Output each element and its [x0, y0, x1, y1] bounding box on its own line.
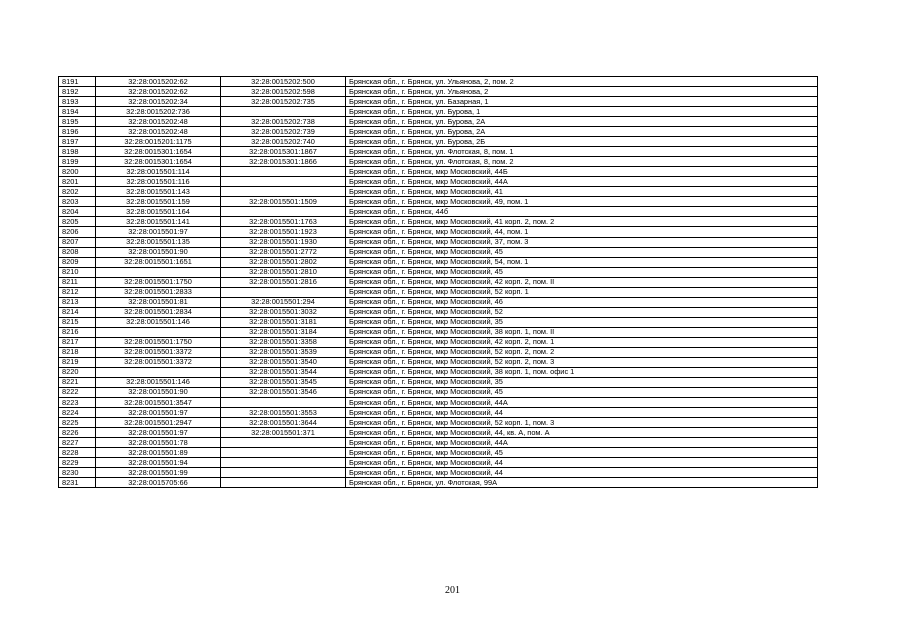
- land-cadastral-number-cell: 32:28:0015501:99: [96, 468, 221, 478]
- address-cell: Брянская обл., г. Брянск, ул. Ульянова, 2: [346, 87, 818, 97]
- record-number-cell: 8199: [59, 157, 96, 167]
- building-cadastral-number-cell: 32:28:0015501:1763: [221, 217, 346, 227]
- building-cadastral-number-cell: 32:28:0015501:3539: [221, 347, 346, 357]
- building-cadastral-number-cell: 32:28:0015501:1509: [221, 197, 346, 207]
- building-cadastral-number-cell: 32:28:0015202:735: [221, 97, 346, 107]
- record-number-cell: 8204: [59, 207, 96, 217]
- building-cadastral-number-cell: 32:28:0015501:3181: [221, 317, 346, 327]
- property-register-table: [58, 76, 818, 488]
- land-cadastral-number-cell: 32:28:0015501:90: [96, 387, 221, 397]
- land-cadastral-number-cell: 32:28:0015501:135: [96, 237, 221, 247]
- land-cadastral-number-cell: 32:28:0015501:146: [96, 317, 221, 327]
- record-number-cell: 8218: [59, 347, 96, 357]
- building-cadastral-number-cell: [221, 478, 346, 488]
- record-number-cell: 8208: [59, 247, 96, 257]
- record-number-cell: 8202: [59, 187, 96, 197]
- record-number-cell: 8205: [59, 217, 96, 227]
- table-row: [59, 337, 818, 347]
- building-cadastral-number-cell: 32:28:0015501:3544: [221, 367, 346, 377]
- address-cell: Брянская обл., г. Брянск, ул. Бурова, 2А: [346, 127, 818, 137]
- table-row: [59, 448, 818, 458]
- table-row: [59, 117, 818, 127]
- table-row: [59, 217, 818, 227]
- table-row: [59, 287, 818, 297]
- building-cadastral-number-cell: [221, 448, 346, 458]
- address-cell: Брянская обл., г. Брянск, мкр Московский, 44А: [346, 398, 818, 408]
- record-number-cell: 8228: [59, 448, 96, 458]
- table-row: [59, 367, 818, 377]
- land-cadastral-number-cell: 32:28:0015202:62: [96, 87, 221, 97]
- record-number-cell: 8221: [59, 377, 96, 387]
- address-cell: Брянская обл., г. Брянск, мкр Московский, 35: [346, 317, 818, 327]
- land-cadastral-number-cell: 32:28:0015501:3372: [96, 357, 221, 367]
- address-cell: Брянская обл., г. Брянск, ул. Флотская, 99А: [346, 478, 818, 488]
- address-cell: Брянская обл., г. Брянск, мкр Московский, 45: [346, 448, 818, 458]
- table-row: [59, 408, 818, 418]
- building-cadastral-number-cell: 32:28:0015501:3553: [221, 408, 346, 418]
- table-row: [59, 317, 818, 327]
- table-row: [59, 277, 818, 287]
- building-cadastral-number-cell: [221, 398, 346, 408]
- land-cadastral-number-cell: 32:28:0015501:2834: [96, 307, 221, 317]
- address-cell: Брянская обл., г. Брянск, мкр Московский, 52: [346, 307, 818, 317]
- building-cadastral-number-cell: 32:28:0015501:3644: [221, 418, 346, 428]
- record-number-cell: 8209: [59, 257, 96, 267]
- address-cell: Брянская обл., г. Брянск, мкр Московский, 44А: [346, 177, 818, 187]
- building-cadastral-number-cell: 32:28:0015501:3358: [221, 337, 346, 347]
- land-cadastral-number-cell: 32:28:0015301:1654: [96, 147, 221, 157]
- building-cadastral-number-cell: 32:28:0015202:500: [221, 77, 346, 87]
- building-cadastral-number-cell: 32:28:0015501:3032: [221, 307, 346, 317]
- address-cell: Брянская обл., г. Брянск, мкр Московский, 44, кв. А, пом. А: [346, 428, 818, 438]
- address-cell: Брянская обл., г. Брянск, мкр Московский, 44: [346, 458, 818, 468]
- address-cell: Брянская обл., г. Брянск, ул. Флотская, 8, пом. 1: [346, 147, 818, 157]
- address-cell: Брянская обл., г. Брянск, мкр Московский, 44, пом. 1: [346, 227, 818, 237]
- building-cadastral-number-cell: 32:28:0015501:2816: [221, 277, 346, 287]
- land-cadastral-number-cell: 32:28:0015501:1750: [96, 277, 221, 287]
- address-cell: Брянская обл., г. Брянск, мкр Московский, 41: [346, 187, 818, 197]
- address-cell: Брянская обл., г. Брянск, мкр Московский, 45: [346, 267, 818, 277]
- land-cadastral-number-cell: 32:28:0015501:2833: [96, 287, 221, 297]
- address-cell: Брянская обл., г. Брянск, мкр Московский, 44Б: [346, 167, 818, 177]
- table-row: [59, 187, 818, 197]
- table-row: [59, 107, 818, 117]
- table-row: [59, 438, 818, 448]
- address-cell: Брянская обл., г. Брянск, мкр Московский, 35: [346, 377, 818, 387]
- land-cadastral-number-cell: 32:28:0015501:3547: [96, 398, 221, 408]
- building-cadastral-number-cell: [221, 187, 346, 197]
- address-cell: Брянская обл., г. Брянск, мкр Московский, 52 корп. 2, пом. 3: [346, 357, 818, 367]
- land-cadastral-number-cell: 32:28:0015501:78: [96, 438, 221, 448]
- table-row: [59, 478, 818, 488]
- building-cadastral-number-cell: 32:28:0015202:738: [221, 117, 346, 127]
- address-cell: Брянская обл., г. Брянск, мкр Московский, 45: [346, 247, 818, 257]
- land-cadastral-number-cell: 32:28:0015202:34: [96, 97, 221, 107]
- address-cell: Брянская обл., г. Брянск, ул. Флотская, 8, пом. 2: [346, 157, 818, 167]
- building-cadastral-number-cell: 32:28:0015501:3184: [221, 327, 346, 337]
- table-row: [59, 147, 818, 157]
- land-cadastral-number-cell: 32:28:0015501:159: [96, 197, 221, 207]
- record-number-cell: 8198: [59, 147, 96, 157]
- address-cell: Брянская обл., г. Брянск, мкр Московский, 46: [346, 297, 818, 307]
- record-number-cell: 8207: [59, 237, 96, 247]
- table-row: [59, 237, 818, 247]
- record-number-cell: 8219: [59, 357, 96, 367]
- building-cadastral-number-cell: [221, 458, 346, 468]
- record-number-cell: 8230: [59, 468, 96, 478]
- building-cadastral-number-cell: [221, 107, 346, 117]
- land-cadastral-number-cell: 32:28:0015501:116: [96, 177, 221, 187]
- address-cell: Брянская обл., г. Брянск, мкр Московский, 54, пом. 1: [346, 257, 818, 267]
- address-cell: Брянская обл., г. Брянск, мкр Московский, 52 корп. 1, пом. 3: [346, 418, 818, 428]
- record-number-cell: 8211: [59, 277, 96, 287]
- record-number-cell: 8222: [59, 387, 96, 397]
- record-number-cell: 8216: [59, 327, 96, 337]
- record-number-cell: 8210: [59, 267, 96, 277]
- record-number-cell: 8203: [59, 197, 96, 207]
- land-cadastral-number-cell: 32:28:0015501:1651: [96, 257, 221, 267]
- address-cell: Брянская обл., г. Брянск, ул. Базарная, 1: [346, 97, 818, 107]
- land-cadastral-number-cell: 32:28:0015501:3372: [96, 347, 221, 357]
- record-number-cell: 8223: [59, 398, 96, 408]
- building-cadastral-number-cell: [221, 167, 346, 177]
- building-cadastral-number-cell: 32:28:0015202:598: [221, 87, 346, 97]
- table-row: [59, 227, 818, 237]
- land-cadastral-number-cell: 32:28:0015501:94: [96, 458, 221, 468]
- building-cadastral-number-cell: 32:28:0015501:2772: [221, 247, 346, 257]
- building-cadastral-number-cell: 32:28:0015202:740: [221, 137, 346, 147]
- record-number-cell: 8197: [59, 137, 96, 147]
- record-number-cell: 8229: [59, 458, 96, 468]
- table-row: [59, 167, 818, 177]
- land-cadastral-number-cell: 32:28:0015501:2947: [96, 418, 221, 428]
- record-number-cell: 8196: [59, 127, 96, 137]
- building-cadastral-number-cell: [221, 177, 346, 187]
- record-number-cell: 8212: [59, 287, 96, 297]
- table-row: [59, 398, 818, 408]
- land-cadastral-number-cell: 32:28:0015501:81: [96, 297, 221, 307]
- table-row: [59, 157, 818, 167]
- record-number-cell: 8217: [59, 337, 96, 347]
- land-cadastral-number-cell: 32:28:0015501:1750: [96, 337, 221, 347]
- table-row: [59, 418, 818, 428]
- land-cadastral-number-cell: 32:28:0015501:97: [96, 227, 221, 237]
- record-number-cell: 8201: [59, 177, 96, 187]
- land-cadastral-number-cell: [96, 267, 221, 277]
- land-cadastral-number-cell: 32:28:0015202:62: [96, 77, 221, 87]
- building-cadastral-number-cell: 32:28:0015501:1930: [221, 237, 346, 247]
- page-number: 201: [445, 585, 460, 596]
- address-cell: Брянская обл., г. Брянск, мкр Московский, 52 корп. 2, пом. 2: [346, 347, 818, 357]
- land-cadastral-number-cell: 32:28:0015201:1175: [96, 137, 221, 147]
- land-cadastral-number-cell: 32:28:0015705:66: [96, 478, 221, 488]
- address-cell: Брянская обл., г. Брянск, мкр Московский, 42 корп. 2, пом. 1: [346, 337, 818, 347]
- record-number-cell: 8200: [59, 167, 96, 177]
- record-number-cell: 8226: [59, 428, 96, 438]
- address-cell: Брянская обл., г. Брянск, мкр Московский, 52 корп. 1: [346, 287, 818, 297]
- land-cadastral-number-cell: 32:28:0015501:97: [96, 408, 221, 418]
- table-row: [59, 177, 818, 187]
- table-row: [59, 197, 818, 207]
- record-number-cell: 8213: [59, 297, 96, 307]
- table-row: [59, 97, 818, 107]
- land-cadastral-number-cell: [96, 327, 221, 337]
- record-number-cell: 8195: [59, 117, 96, 127]
- table-row: [59, 428, 818, 438]
- table-row: [59, 387, 818, 397]
- record-number-cell: 8220: [59, 367, 96, 377]
- land-cadastral-number-cell: 32:28:0015501:114: [96, 167, 221, 177]
- record-number-cell: 8214: [59, 307, 96, 317]
- record-number-cell: 8193: [59, 97, 96, 107]
- land-cadastral-number-cell: 32:28:0015202:736: [96, 107, 221, 117]
- land-cadastral-number-cell: 32:28:0015501:146: [96, 377, 221, 387]
- building-cadastral-number-cell: 32:28:0015501:2810: [221, 267, 346, 277]
- land-cadastral-number-cell: 32:28:0015501:90: [96, 247, 221, 257]
- building-cadastral-number-cell: 32:28:0015501:3546: [221, 387, 346, 397]
- record-number-cell: 8227: [59, 438, 96, 448]
- table-row: [59, 377, 818, 387]
- register-table-body: [59, 77, 818, 488]
- table-row: [59, 357, 818, 367]
- building-cadastral-number-cell: 32:28:0015501:1923: [221, 227, 346, 237]
- building-cadastral-number-cell: 32:28:0015301:1867: [221, 147, 346, 157]
- record-number-cell: 8206: [59, 227, 96, 237]
- address-cell: Брянская обл., г. Брянск, ул. Бурова, 2А: [346, 117, 818, 127]
- table-row: [59, 267, 818, 277]
- land-cadastral-number-cell: 32:28:0015301:1654: [96, 157, 221, 167]
- table-row: [59, 127, 818, 137]
- table-row: [59, 307, 818, 317]
- record-number-cell: 8225: [59, 418, 96, 428]
- address-cell: Брянская обл., г. Брянск, ул. Ульянова, 2, пом. 2: [346, 77, 818, 87]
- address-cell: Брянская обл., г. Брянск, мкр Московский, 38 корп. 1, пом. II: [346, 327, 818, 337]
- building-cadastral-number-cell: 32:28:0015501:3540: [221, 357, 346, 367]
- table-row: [59, 137, 818, 147]
- address-cell: Брянская обл., г. Брянск, мкр Московский, 44: [346, 408, 818, 418]
- building-cadastral-number-cell: [221, 438, 346, 448]
- building-cadastral-number-cell: [221, 287, 346, 297]
- record-number-cell: 8215: [59, 317, 96, 327]
- address-cell: Брянская обл., г. Брянск, мкр Московский, 42 корп. 2, пом. II: [346, 277, 818, 287]
- address-cell: Брянская обл., г. Брянск, мкр Московский, 37, пом. 3: [346, 237, 818, 247]
- address-cell: Брянская обл., г. Брянск, 44б: [346, 207, 818, 217]
- building-cadastral-number-cell: 32:28:0015501:2802: [221, 257, 346, 267]
- land-cadastral-number-cell: 32:28:0015501:89: [96, 448, 221, 458]
- building-cadastral-number-cell: 32:28:0015202:739: [221, 127, 346, 137]
- address-cell: Брянская обл., г. Брянск, мкр Московский, 44: [346, 468, 818, 478]
- table-row: [59, 327, 818, 337]
- building-cadastral-number-cell: 32:28:0015501:371: [221, 428, 346, 438]
- land-cadastral-number-cell: 32:28:0015501:143: [96, 187, 221, 197]
- address-cell: Брянская обл., г. Брянск, мкр Московский, 38 корп. 1, пом. офис 1: [346, 367, 818, 377]
- table-row: [59, 87, 818, 97]
- address-cell: Брянская обл., г. Брянск, мкр Московский, 41 корп. 2, пом. 2: [346, 217, 818, 227]
- address-cell: Брянская обл., г. Брянск, мкр Московский, 45: [346, 387, 818, 397]
- address-cell: Брянская обл., г. Брянск, мкр Московский, 49, пом. 1: [346, 197, 818, 207]
- table-row: [59, 297, 818, 307]
- table-row: [59, 347, 818, 357]
- address-cell: Брянская обл., г. Брянск, мкр Московский, 44А: [346, 438, 818, 448]
- table-row: [59, 458, 818, 468]
- building-cadastral-number-cell: [221, 468, 346, 478]
- land-cadastral-number-cell: 32:28:0015202:48: [96, 127, 221, 137]
- building-cadastral-number-cell: 32:28:0015301:1866: [221, 157, 346, 167]
- land-cadastral-number-cell: 32:28:0015501:164: [96, 207, 221, 217]
- table-row: [59, 207, 818, 217]
- record-number-cell: 8191: [59, 77, 96, 87]
- table-row: [59, 77, 818, 87]
- record-number-cell: 8231: [59, 478, 96, 488]
- land-cadastral-number-cell: 32:28:0015501:141: [96, 217, 221, 227]
- land-cadastral-number-cell: 32:28:0015202:48: [96, 117, 221, 127]
- table-row: [59, 468, 818, 478]
- table-row: [59, 247, 818, 257]
- land-cadastral-number-cell: 32:28:0015501:97: [96, 428, 221, 438]
- address-cell: Брянская обл., г. Брянск, ул. Бурова, 2Б: [346, 137, 818, 147]
- building-cadastral-number-cell: [221, 207, 346, 217]
- record-number-cell: 8192: [59, 87, 96, 97]
- record-number-cell: 8224: [59, 408, 96, 418]
- address-cell: Брянская обл., г. Брянск, ул. Бурова, 1: [346, 107, 818, 117]
- land-cadastral-number-cell: [96, 367, 221, 377]
- table-row: [59, 257, 818, 267]
- building-cadastral-number-cell: 32:28:0015501:3545: [221, 377, 346, 387]
- record-number-cell: 8194: [59, 107, 96, 117]
- building-cadastral-number-cell: 32:28:0015501:294: [221, 297, 346, 307]
